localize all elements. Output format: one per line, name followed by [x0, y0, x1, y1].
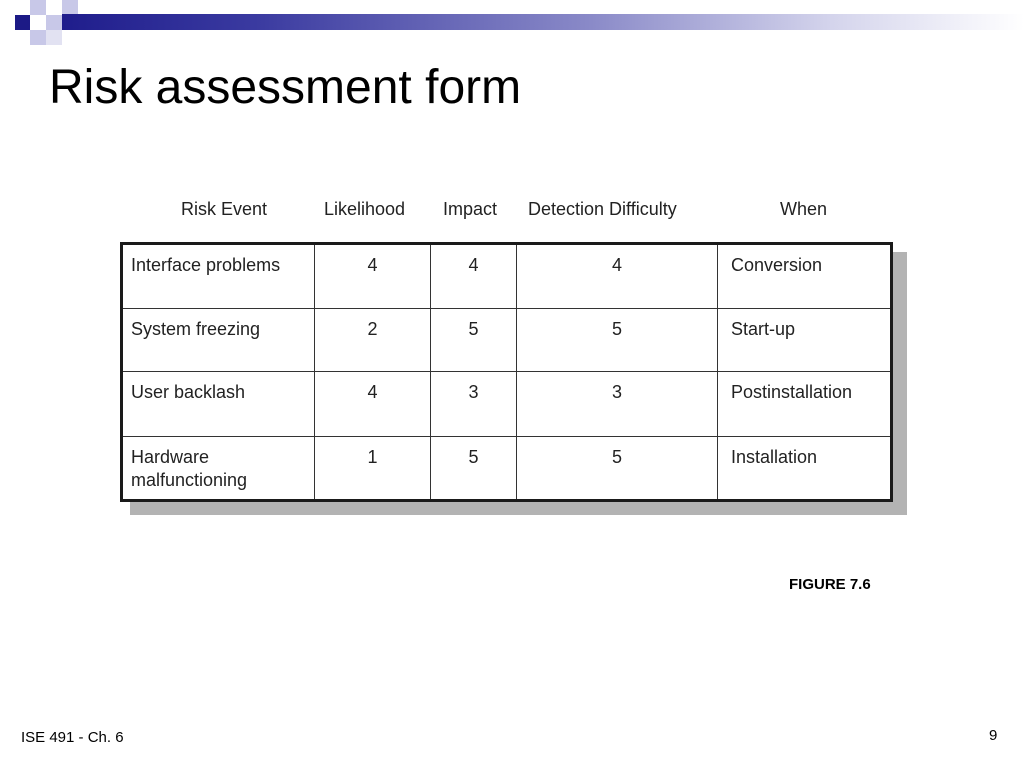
- header-square-light: [30, 30, 46, 45]
- table-row: [122, 309, 892, 372]
- risk-event-cell: User backlash: [122, 372, 315, 437]
- detection-cell: 4: [517, 244, 718, 309]
- when-cell: Postinstallation: [718, 372, 892, 437]
- likelihood-cell: 2: [315, 309, 431, 372]
- column-header-when: When: [780, 199, 828, 219]
- header-square-light: [46, 15, 62, 30]
- impact-cell: 5: [431, 437, 517, 501]
- risk-event-cell: System freezing: [122, 309, 315, 372]
- likelihood-cell: 1: [315, 437, 431, 501]
- footer-text: ISE 491 - Ch. 6: [21, 729, 124, 746]
- detection-cell: 3: [517, 372, 718, 437]
- risk-event-cell: Hardware malfunctioning: [122, 437, 315, 501]
- impact-cell: 4: [431, 244, 517, 309]
- header-square-light: [46, 30, 62, 45]
- when-cell: Start-up: [718, 309, 892, 372]
- table-row: [122, 244, 892, 309]
- table-row: [122, 372, 892, 437]
- impact-cell: 5: [431, 309, 517, 372]
- figure-label: FIGURE 7.6: [789, 576, 871, 593]
- when-cell: Installation: [718, 437, 892, 501]
- header-gradient-bar: [62, 14, 1024, 30]
- impact-cell: 3: [431, 372, 517, 437]
- page-number: 9: [989, 727, 998, 744]
- column-header-risk-event: Risk Event: [181, 199, 268, 219]
- table-row: [122, 437, 892, 501]
- header-square-light: [62, 0, 78, 14]
- column-header-impact: Impact: [443, 199, 498, 219]
- detection-cell: 5: [517, 437, 718, 501]
- when-cell: Conversion: [718, 244, 892, 309]
- column-header-likelihood: Likelihood: [324, 199, 406, 219]
- column-header-detection-difficulty: Detection Difficulty: [528, 199, 677, 219]
- slide-title: Risk assessment form: [49, 61, 522, 114]
- likelihood-cell: 4: [315, 372, 431, 437]
- risk-event-cell: Interface problems: [122, 244, 315, 309]
- header-square-light: [30, 0, 46, 15]
- header-square-dark: [15, 15, 30, 30]
- detection-cell: 5: [517, 309, 718, 372]
- likelihood-cell: 4: [315, 244, 431, 309]
- risk-assessment-table: [120, 242, 893, 502]
